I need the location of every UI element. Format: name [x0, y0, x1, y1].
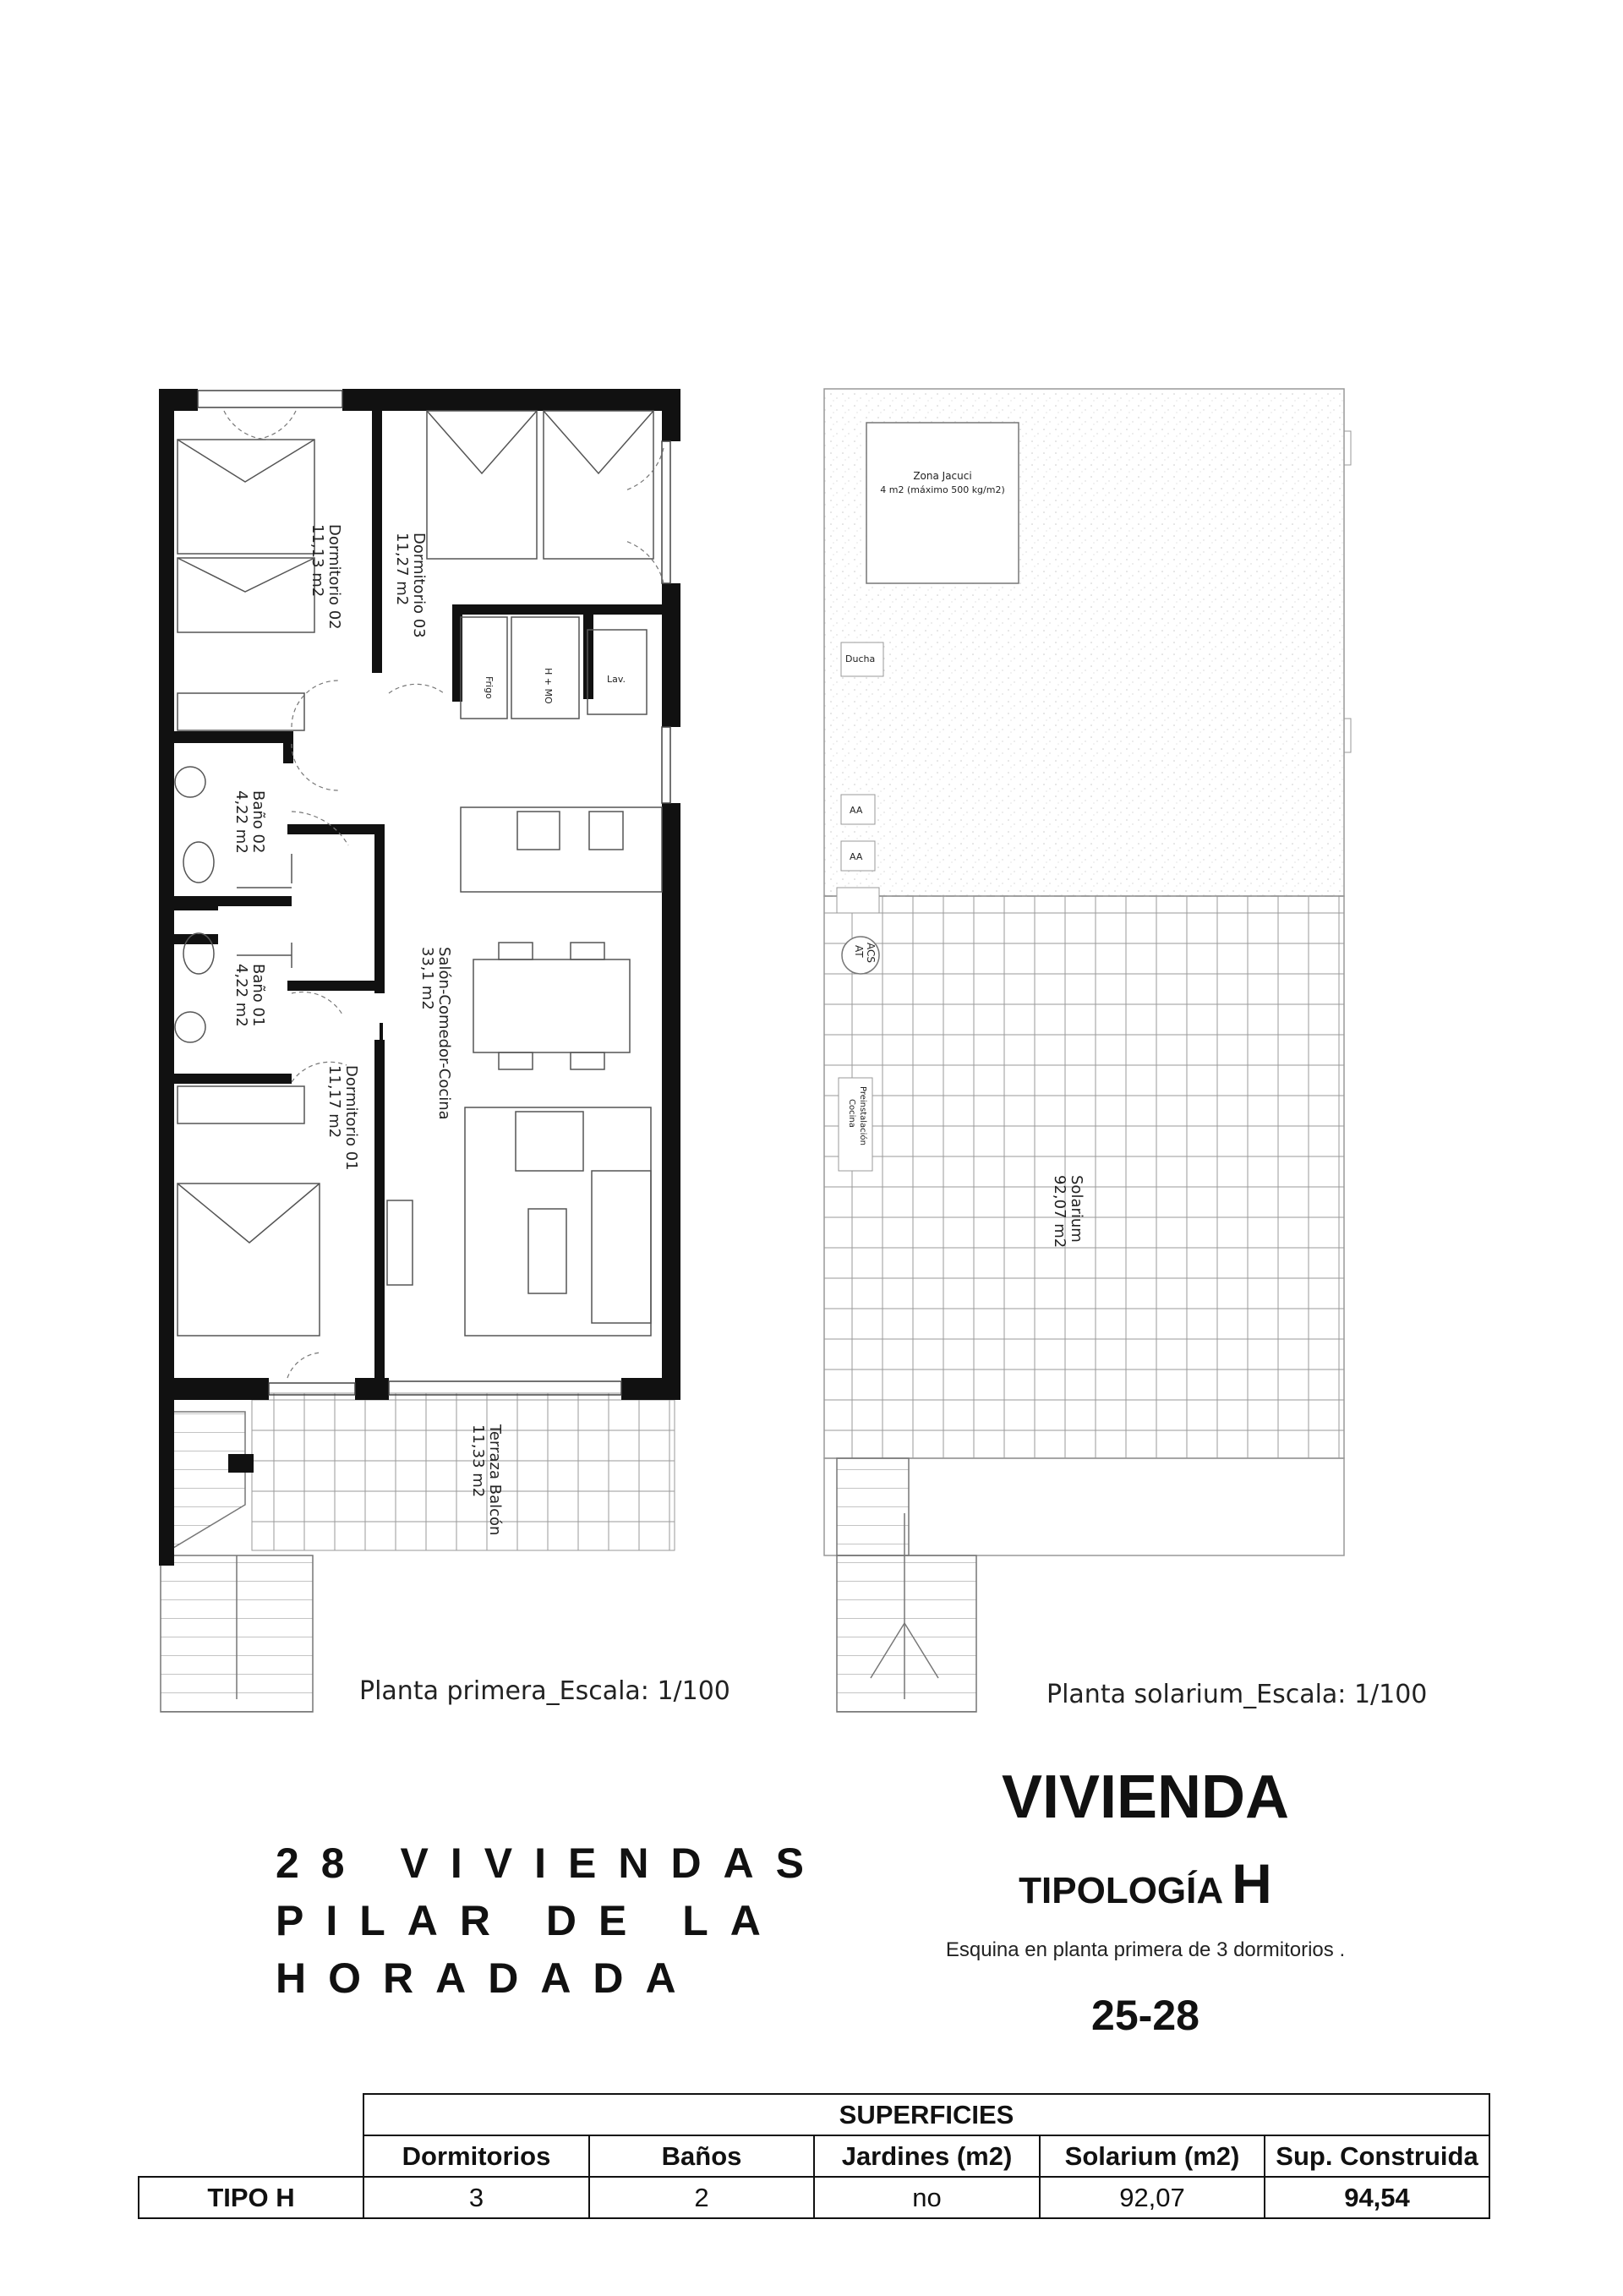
column-header: Baños: [589, 2135, 814, 2177]
room-name-bano-02: Baño 02: [249, 790, 267, 854]
project-line-3: HORADADA: [276, 1954, 698, 2002]
room-name-dormitorio-02: Dormitorio 02: [325, 524, 343, 630]
description: Esquina en planta primera de 3 dormitorios .: [945, 1938, 1346, 1961]
table-row: [139, 2177, 1489, 2218]
room-area-bano-01: 4,22 m2: [232, 964, 250, 1027]
table-cell: no: [814, 2177, 1040, 2218]
first-floor-caption: Planta primera_Escala: 1/100: [359, 1676, 730, 1706]
room-name-salon: Salón-Comedor-Cocina: [435, 947, 453, 1120]
at-label: AT: [853, 945, 865, 958]
room-area-dormitorio-02: 11,13 m2: [309, 524, 326, 598]
acs-label: ACS: [865, 943, 877, 963]
column-header: Solarium (m2): [1040, 2135, 1265, 2177]
project-line-2: PILAR DE LA: [276, 1897, 783, 1944]
room-area-dormitorio-03: 11,27 m2: [393, 533, 411, 606]
room-area-dormitorio-01: 11,17 m2: [325, 1065, 343, 1139]
project-name: [276, 1834, 826, 2007]
jacuzzi-note: 4 m2 (máximo 500 kg/m2): [880, 484, 1005, 495]
table-cell: 2: [589, 2177, 814, 2218]
project-line-1: 28 VIVIENDAS: [276, 1840, 827, 1887]
aa-label-1: AA: [850, 805, 863, 816]
aa-label-2: AA: [850, 851, 863, 862]
tipologia-title: [896, 1851, 1395, 1916]
table-cell-total: 94,54: [1265, 2177, 1489, 2218]
room-area-bano-02: 4,22 m2: [232, 790, 250, 854]
unit-numbers: 25-28: [1091, 1992, 1199, 2039]
room-name-terraza: Terraza Balcón: [486, 1424, 504, 1536]
table-header-row: [139, 2135, 1489, 2177]
jacuzzi-title: Zona Jacuci: [913, 470, 972, 482]
vivienda-title: VIVIENDA: [1001, 1763, 1290, 1831]
room-area-terraza: 11,33 m2: [469, 1424, 487, 1498]
room-area-salon: 33,1 m2: [418, 947, 436, 1010]
solarium-caption: Planta solarium_Escala: 1/100: [1046, 1680, 1428, 1709]
solarium-area: 92,07 m2: [1051, 1175, 1068, 1249]
superficies-table: [138, 2093, 1490, 2219]
tipologia-letter: H: [1232, 1852, 1272, 1915]
preinstalacion-label: Preinstalación: [858, 1086, 867, 1145]
tipologia-label: TIPOLOGÍA: [1019, 1870, 1224, 1911]
table-blank-cell: [139, 2094, 363, 2135]
fixture-lav: Lav.: [607, 674, 626, 685]
fixture-frigo: Frigo: [484, 676, 495, 699]
solarium-plan: [824, 389, 1351, 1712]
table-title-row: [139, 2094, 1489, 2135]
fixture-h-mo: H + MO: [543, 668, 554, 704]
column-header: Jardines (m2): [814, 2135, 1040, 2177]
column-header: Dormitorios: [363, 2135, 589, 2177]
solarium-name: Solarium: [1068, 1175, 1085, 1243]
table-title: SUPERFICIES: [363, 2094, 1489, 2135]
row-label: TIPO H: [139, 2177, 363, 2218]
cocina-label: Cocina: [847, 1099, 856, 1128]
room-name-bano-01: Baño 01: [249, 964, 267, 1027]
solarium-stairs: [837, 1458, 976, 1712]
room-name-dormitorio-01: Dormitorio 01: [342, 1065, 360, 1171]
column-header: Sup. Construida: [1265, 2135, 1489, 2177]
ducha-label: Ducha: [845, 653, 876, 664]
table-blank-cell: [139, 2135, 363, 2177]
table-cell: 3: [363, 2177, 589, 2218]
room-name-dormitorio-03: Dormitorio 03: [410, 533, 428, 638]
table-cell: 92,07: [1040, 2177, 1265, 2218]
